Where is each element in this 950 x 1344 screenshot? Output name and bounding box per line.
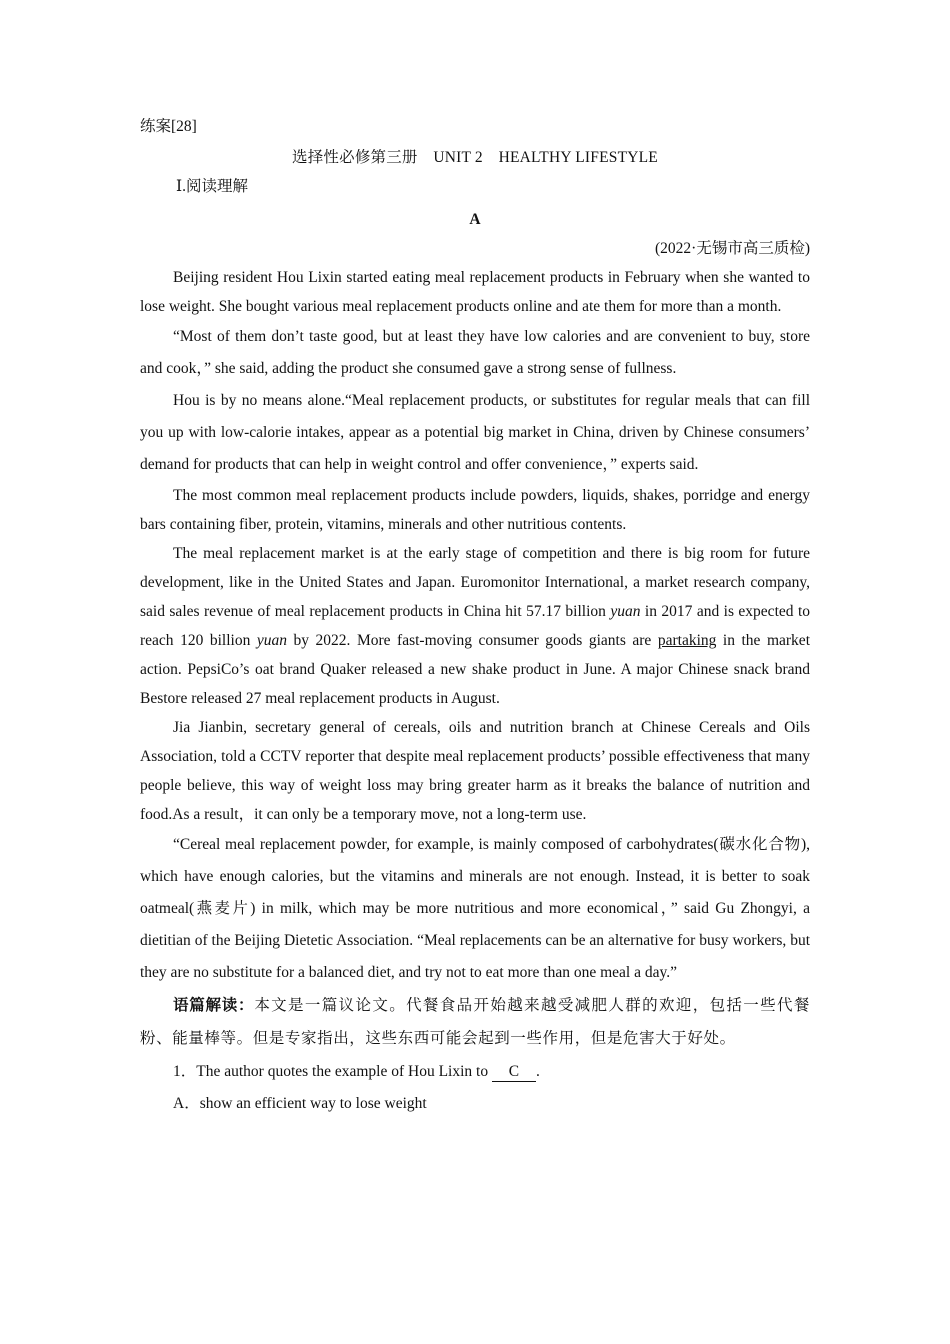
passage-paragraph-4: The most common meal replacement products include powders, liquids, shakes, porridge and energy bars containing fiber, protein, vitamins, minerals and other nutritious contents.	[140, 487, 810, 533]
answer-blank: C	[492, 1063, 536, 1082]
underlined-word: partaking	[657, 632, 717, 649]
p5-yuan-2: yuan	[256, 632, 287, 649]
question-1-suffix: .	[535, 1063, 540, 1080]
unit-title: 选择性必修第三册 UNIT 2 HEALTHY LIFESTYLE	[292, 149, 658, 166]
lesson-label: 练案[28]	[140, 118, 197, 135]
p5-text-d: in the market action. PepsiCo’s oat brand Quaker released a new shake product in June. A major Chinese snack brand Bestore released 27 meal replacement products in August.	[140, 632, 810, 707]
passage-paragraph-3: Hou is by no means alone.“Meal replacement products, or substitutes for regular meals that can fill you up with low-calorie intakes, appear as a potential big market in China, driven by Chinese consumers’ demand for products that can help in weight control and offer convenience，” experts said.	[140, 392, 810, 473]
question-1-option-a: A．show an efficient way to lose weight	[173, 1095, 427, 1112]
passage-paragraph-6: Jia Jianbin, secretary general of cereals, oils and nutrition branch at Chinese Cereals and Oils Association, told a CCTV reporter that despite meal replacement products’ possible effectiveness that many people believe, this way of weight loss may bring greater harm as it breaks the balance of nutrition and food.As a result，it can only be a temporary move, not a long-term use.	[140, 719, 810, 823]
analysis-text: 本文是一篇议论文。代餐食品开始越来越受减肥人群的欢迎，包括一些代餐粉、能量棒等。但是专家指出，这些东西可能会起到一些作用，但是危害大于好处。	[140, 997, 810, 1047]
passage-paragraph-5	[140, 539, 810, 713]
section-heading: Ⅰ.阅读理解	[176, 178, 248, 195]
p5-text-a: The meal replacement market is at the early stage of competition and there is big room for future development, like in the United States and Japan. Euromonitor International, a market research company, said sales revenue of meal replacement products in China hit 57.17 billion	[140, 545, 810, 620]
passage-paragraph-7: “Cereal meal replacement powder, for example, is mainly composed of carbohydrates(碳水化合物), which have enough calories, but the vitamins and minerals are not enough. Instead, it is better to soak oatmeal(燕麦片) in milk, which may be more nutritious and more economical，” said Gu Zhongyi, a dietitian of the Beijing Dietetic Association. “Meal replacements can be an alternative for busy workers, but they are no substitute for a balanced diet, and try not to eat more than one meal a day.”	[140, 836, 810, 981]
analysis-label: 语篇解读：	[173, 997, 255, 1014]
passage-paragraph-2: “Most of them don’t taste good, but at least they have low calories and are convenient to buy, store and cook，” she said, adding the product she consumed gave a strong sense of fullness.	[140, 328, 810, 377]
p5-yuan-1: yuan	[610, 603, 641, 620]
passage-letter: A	[469, 211, 481, 228]
passage-analysis	[140, 989, 810, 1055]
question-1-prefix: 1．The author quotes the example of Hou Lixin to	[173, 1063, 492, 1080]
passage-paragraph-1: Beijing resident Hou Lixin started eating meal replacement products in February when she wanted to lose weight. She bought various meal replacement products online and ate them for more than a month.	[140, 269, 810, 315]
p5-text-c: by 2022. More fast-moving consumer goods giants are	[287, 632, 658, 649]
document-page	[140, 112, 810, 1119]
passage-source: (2022·无锡市高三质检)	[655, 240, 810, 257]
question-1-stem	[173, 1055, 810, 1088]
p5-text-b: in 2017 and is expected to reach 120 billion	[140, 603, 810, 649]
